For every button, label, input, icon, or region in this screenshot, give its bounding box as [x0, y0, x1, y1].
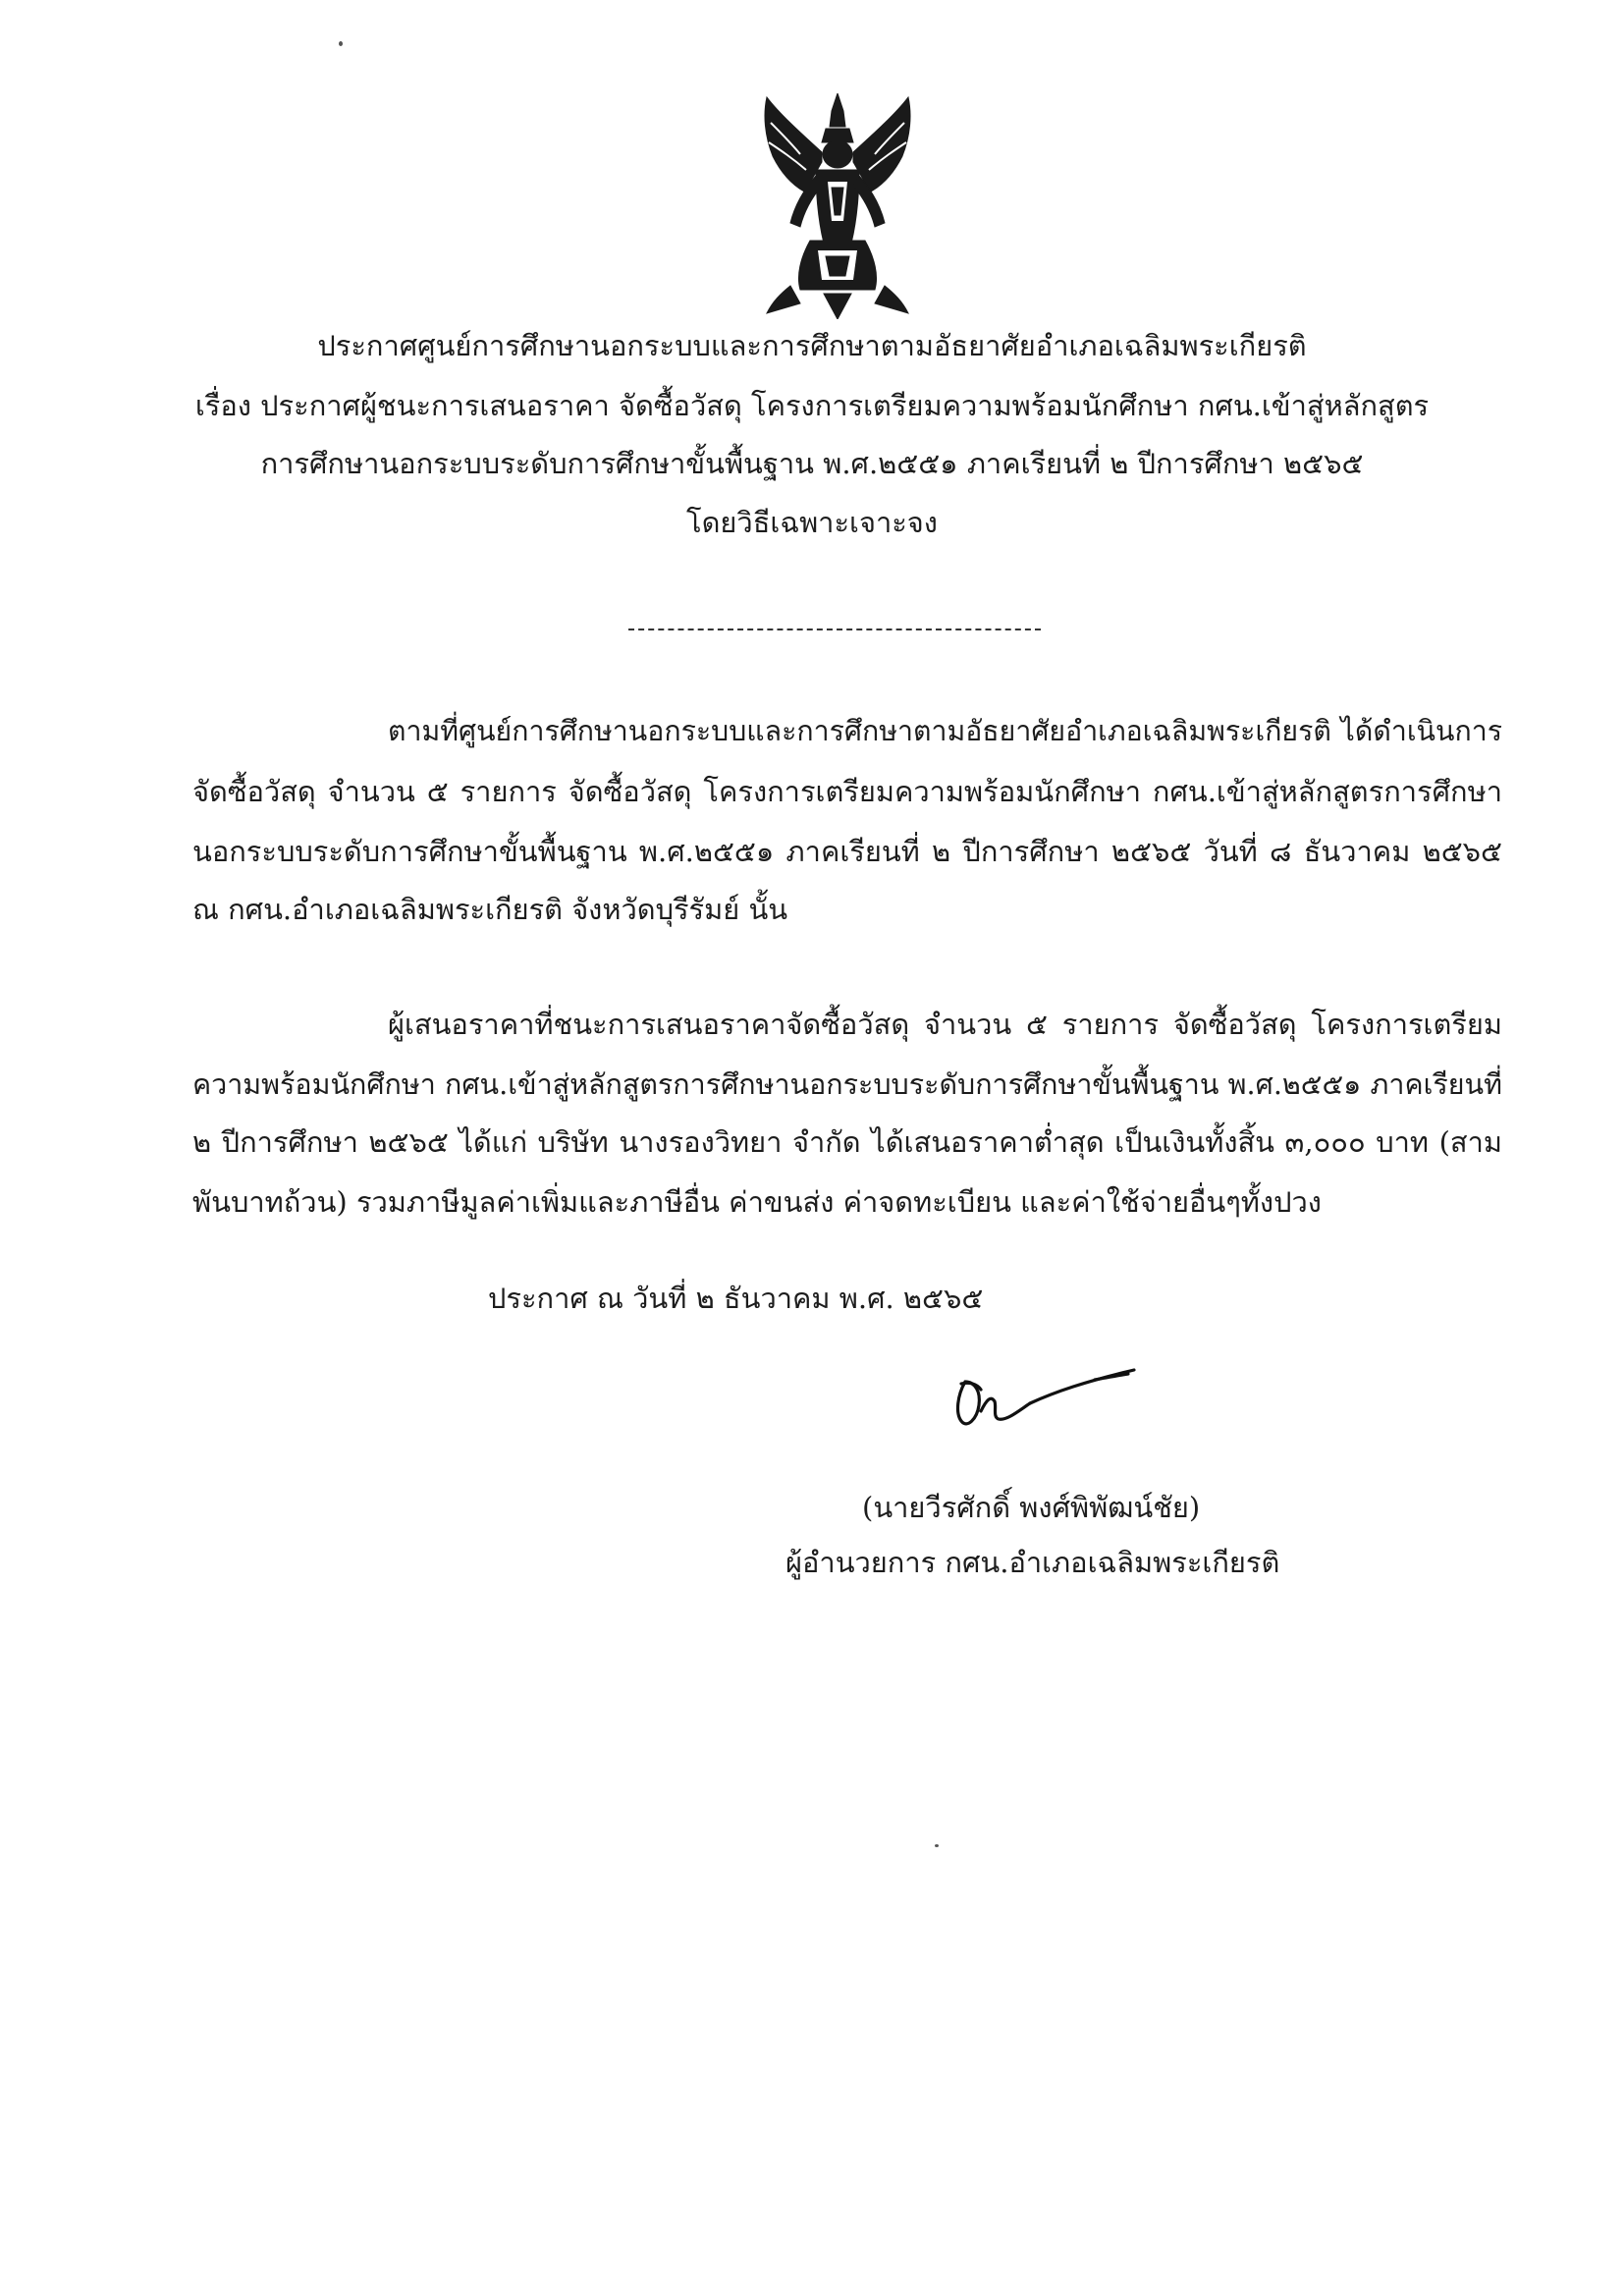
header-title: ประกาศศูนย์การศึกษานอกระบบและการศึกษาตามอัธยาศัยอำเภอเฉลิมพระเกียรติ	[317, 329, 1307, 362]
signatory-position: ผู้อำนวยการ กศน.อำเภอเฉลิมพระเกียรติ	[785, 1546, 1280, 1579]
paragraph-1-line-4: ณ กศน.อำเภอเฉลิมพระเกียรติ จังหวัดบุรีรัมย์ นั้น	[192, 893, 788, 926]
handwritten-signature	[947, 1360, 1144, 1439]
header-subject-line2: การศึกษานอกระบบระดับการศึกษาขั้นพื้นฐาน พ.ศ.๒๕๕๑ ภาคเรียนที่ ๒ ปีการศึกษา ๒๕๖๕	[260, 447, 1364, 480]
announcement-date: ประกาศ ณ วันที่ ๒ ธันวาคม พ.ศ. ๒๕๖๕	[488, 1282, 984, 1315]
scan-speck	[935, 1844, 939, 1847]
paragraph-1-line-3: นอกระบบระดับการศึกษาขั้นพื้นฐาน พ.ศ.๒๕๕๑ ภาคเรียนที่ ๒ ปีการศึกษา ๒๕๖๕ วันที่ ๘ ธันวาคม ๒๕๖๕	[192, 835, 1502, 868]
header-divider	[628, 629, 1041, 630]
signatory-name: (นายวีรศักดิ์ พงศ์พิพัฒน์ชัย)	[862, 1491, 1201, 1524]
garuda-emblem-icon	[761, 93, 914, 319]
paragraph-1-line-2: จัดซื้อวัสดุ จำนวน ๕ รายการ จัดซื้อวัสดุ โครงการเตรียมความพร้อมนักศึกษา กศน.เข้าสู่หลักสูตรการศึกษา	[192, 775, 1502, 808]
paragraph-2-line-3: ๒ ปีการศึกษา ๒๕๖๕ ได้แก่ บริษัท นางรองวิทยา จำกัด ได้เสนอราคาต่ำสุด เป็นเงินทั้งสิ้น ๓,๐๐๐ บาท (สาม	[192, 1125, 1502, 1159]
paragraph-2-line-4: พันบาทถ้วน) รวมภาษีมูลค่าเพิ่มและภาษีอื่น ค่าขนส่ง ค่าจดทะเบียน และค่าใช้จ่ายอื่นๆทั้งปวง	[192, 1185, 1322, 1219]
paragraph-2-line-2: ความพร้อมนักศึกษา กศน.เข้าสู่หลักสูตรการศึกษานอกระบบระดับการศึกษาขั้นพื้นฐาน พ.ศ.๒๕๕๑ ภาคเรียนที่	[192, 1067, 1502, 1101]
scan-speck	[339, 41, 343, 46]
header-method: โดยวิธีเฉพาะเจาะจง	[686, 506, 938, 539]
paragraph-2-line-1: ผู้เสนอราคาที่ชนะการเสนอราคาจัดซื้อวัสดุ จำนวน ๕ รายการ จัดซื้อวัสดุ โครงการเตรียม	[388, 1008, 1502, 1041]
paragraph-1-line-1: ตามที่ศูนย์การศึกษานอกระบบและการศึกษาตามอัธยาศัยอำเภอเฉลิมพระเกียรติ ได้ดำเนินการ	[388, 715, 1502, 747]
header-subject: เรื่อง ประกาศผู้ชนะการเสนอราคา จัดซื้อวัสดุ โครงการเตรียมความพร้อมนักศึกษา กศน.เข้าสู่หลักสูตร	[194, 389, 1430, 422]
